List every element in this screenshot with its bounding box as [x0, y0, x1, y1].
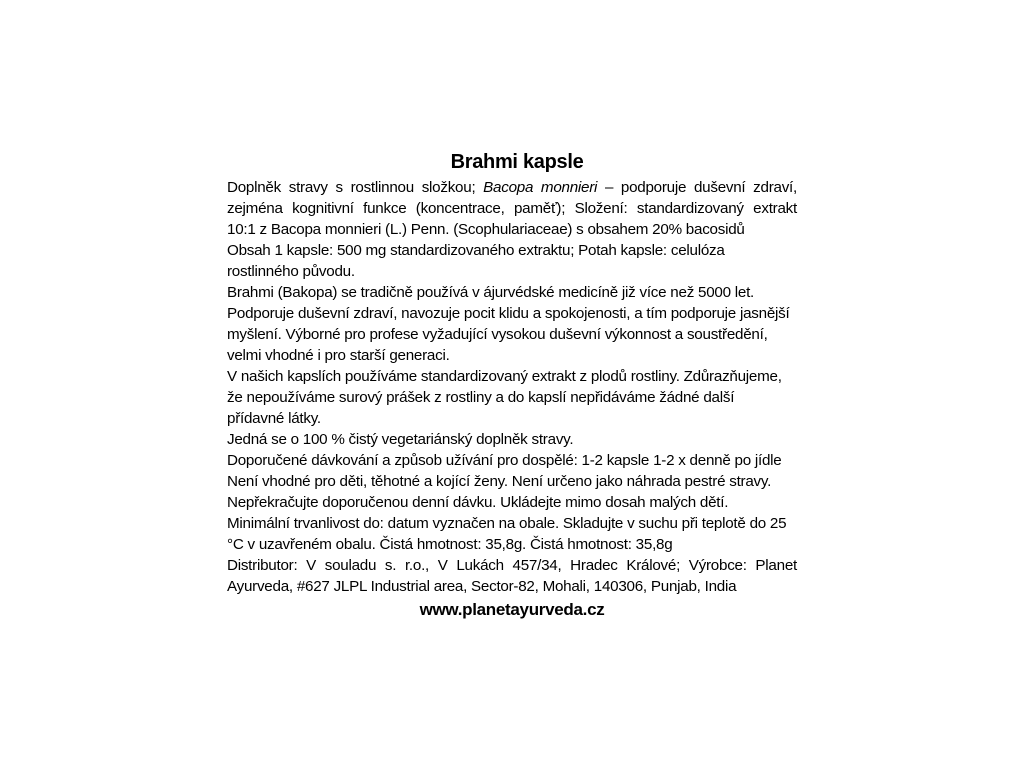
label-line-10: V našich kapslích používáme standardizovaný extrakt z plodů rostliny. Zdůrazňujeme,	[227, 368, 782, 385]
label-line-8: myšlení. Výborné pro profese vyžadující vysokou duševní výkonnost a soustředění,	[227, 326, 768, 343]
line-1-text: Doplněk stravy s rostlinnou složkou;	[227, 179, 484, 196]
label-line-19: Distributor: V souladu s. r.o., V Lukách 457/34, Hradec Králové; Výrobce: Planet	[227, 557, 797, 574]
label-line-4: Obsah 1 kapsle: 500 mg standardizovaného extraktu; Potah kapsle: celulóza	[227, 242, 725, 259]
label-line-6: Brahmi (Bakopa) se tradičně používá v ájurvédské medicíně již více než 5000 let.	[227, 284, 755, 301]
label-line-1	[227, 177, 797, 198]
label-line-2: zejména kognitivní funkce (koncentrace, paměť); Složení: standardizovaný extrakt	[227, 200, 797, 217]
label-line-16: Nepřekračujte doporučenou denní dávku. Ukládejte mimo dosah malých dětí.	[227, 494, 729, 511]
label-line-20: Ayurveda, #627 JLPL Industrial area, Sector-82, Mohali, 140306, Punjab, India	[227, 578, 737, 595]
label-line-17: Minimální trvanlivost do: datum vyznačen na obale. Skladujte v suchu při teplotě do 25	[227, 515, 787, 532]
label-line-9: velmi vhodné i pro starší generaci.	[227, 347, 450, 364]
label-line-7: Podporuje duševní zdraví, navozuje pocit klidu a spokojenosti, a tím podporuje jasnější	[227, 305, 790, 322]
label-line-11: že nepoužíváme surový prášek z rostliny a do kapslí nepřidáváme žádné další	[227, 389, 735, 406]
label-line-14: Doporučené dávkování a způsob užívání pro dospělé: 1-2 kapsle 1-2 x denně po jídle	[227, 452, 782, 469]
product-title: Brahmi kapsle	[450, 151, 584, 173]
label-line-13: Jedná se o 100 % čistý vegetariánský doplněk stravy.	[227, 431, 574, 448]
label-line-15: Není vhodné pro děti, těhotné a kojící ženy. Není určeno jako náhrada pestré stravy.	[227, 473, 772, 490]
website-url: www.planetayurveda.cz	[419, 600, 605, 619]
label-line-3: 10:1 z Bacopa monnieri (L.) Penn. (Scophulariaceae) s obsahem 20% bacosidů	[227, 221, 745, 238]
label-line-18: °C v uzavřeném obalu. Čistá hmotnost: 35,8g. Čistá hmotnost: 35,8g	[227, 536, 673, 553]
label-line-5: rostlinného původu.	[227, 263, 355, 280]
line-1-text-end: – podporuje duševní zdraví,	[597, 179, 797, 196]
latin-name: Bacopa monnieri	[483, 179, 598, 196]
product-label	[227, 150, 797, 621]
label-line-12: přídavné látky.	[227, 410, 321, 427]
